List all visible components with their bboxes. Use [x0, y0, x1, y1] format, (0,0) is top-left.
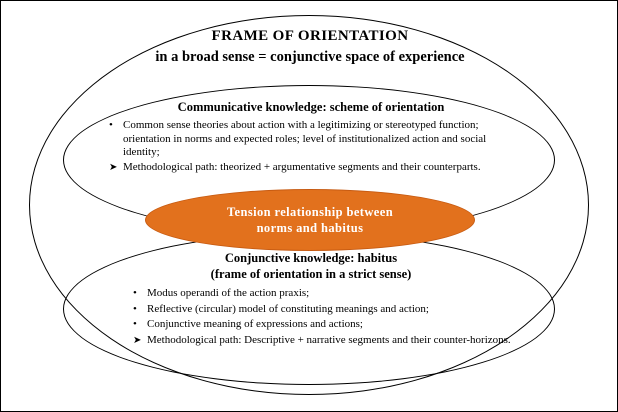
- list-item: [109, 334, 513, 348]
- list-item-text: Reflective (circular) model of constituting meanings and action;: [147, 302, 429, 315]
- bullet-arrow-icon: ➤: [133, 334, 142, 346]
- title-line-2: in a broad sense = conjunctive space of experience: [155, 49, 465, 65]
- list-item-text: Methodological path: theorized + argumentative segments and their counterparts.: [123, 160, 481, 173]
- list-item-text: Modus operandi of the action praxis;: [147, 287, 310, 299]
- bullet-dot-icon: •: [109, 119, 113, 131]
- list-item-text: Conjunctive meaning of expressions and actions;: [147, 318, 363, 330]
- lower-section-heading-1: Conjunctive knowledge: habitus: [224, 251, 398, 265]
- list-item-text: Methodological path: Descriptive + narrative segments and their counter-horizons.: [147, 333, 511, 346]
- list-item: [109, 303, 513, 317]
- list-item: [109, 318, 513, 332]
- lower-section-heading-2: (frame of orientation in a strict sense): [210, 267, 412, 281]
- bullet-dot-icon: •: [133, 318, 137, 330]
- title-line-1: FRAME OF ORIENTATION: [211, 28, 409, 44]
- list-item-text: Common sense theories about action with a legitimizing or stereotyped function; orientation in norms and expected roles; level of institutionalized action and social identity;: [123, 119, 487, 158]
- list-item: [109, 119, 513, 160]
- bullet-dot-icon: •: [133, 302, 137, 315]
- list-item: [109, 161, 513, 175]
- list-item: [109, 287, 513, 301]
- bullet-dot-icon: •: [133, 287, 137, 299]
- upper-section-content: [109, 100, 513, 175]
- lower-section-content: [109, 250, 513, 349]
- upper-section-heading: Communicative knowledge: scheme of orientation: [177, 100, 445, 114]
- bullet-arrow-icon: ➤: [109, 161, 118, 173]
- center-ellipse-tension-relationship: [145, 189, 475, 251]
- center-line-2: norms and habitus: [256, 221, 364, 235]
- diagram-title: [1, 27, 618, 67]
- center-line-1: Tension relationship between: [226, 205, 394, 219]
